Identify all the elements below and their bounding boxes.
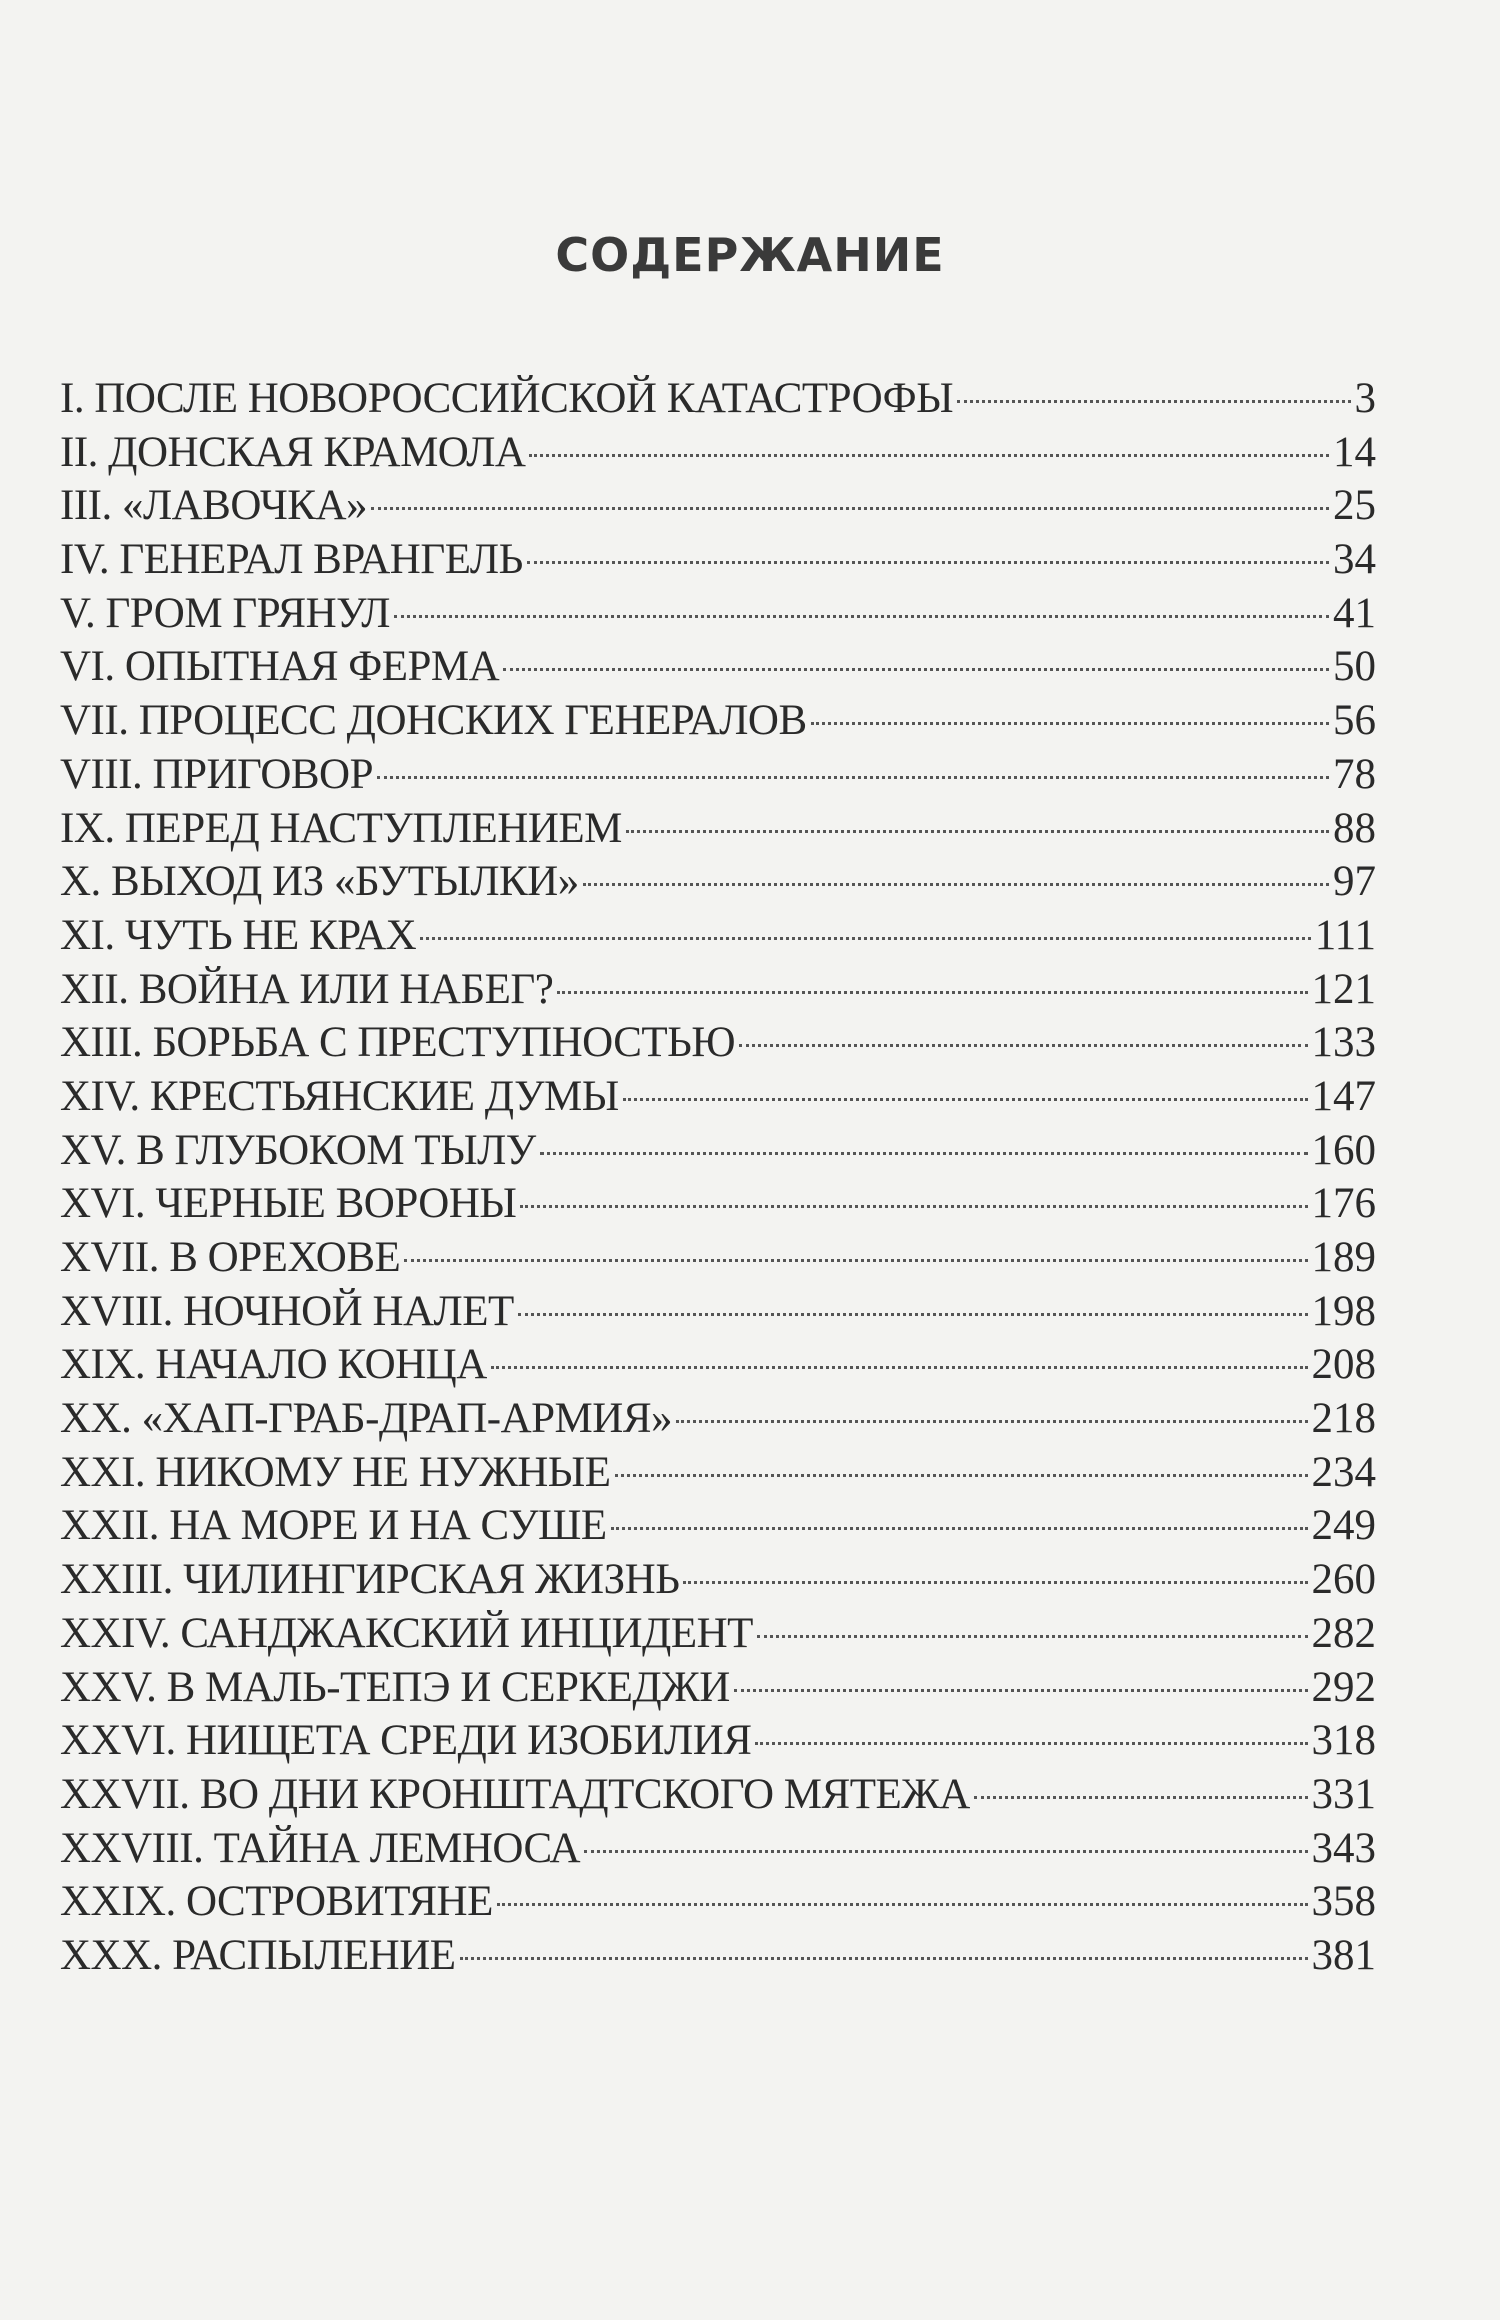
toc-entry-page-number: 249	[1311, 1502, 1376, 1550]
toc-entry-page-number: 14	[1333, 428, 1376, 476]
toc-entry	[60, 1714, 1376, 1768]
dot-leader	[811, 722, 1329, 725]
toc-entry	[60, 1124, 1376, 1178]
toc-entry-page-number: 292	[1311, 1663, 1376, 1711]
toc-entry-page-number: 381	[1311, 1931, 1376, 1979]
toc-entry-title: VII. ПРОЦЕСС ДОНСКИХ ГЕНЕРАЛОВ	[60, 697, 807, 745]
toc-entry	[60, 1016, 1376, 1070]
page-title: СОДЕРЖАНИЕ	[555, 228, 945, 282]
toc-entry-title: XVI. ЧЕРНЫЕ ВОРОНЫ	[60, 1180, 517, 1228]
toc-entry-title: XXVIII. ТАЙНА ЛЕМНОСА	[60, 1824, 581, 1872]
toc-entry-title: I. ПОСЛЕ НОВОРОССИЙСКОЙ КАТАСТРОФЫ	[60, 375, 954, 422]
toc-entry	[60, 1285, 1376, 1339]
toc-entry	[60, 802, 1376, 856]
dot-leader	[757, 1635, 1308, 1638]
toc-entry-title: XIII. БОРЬБА С ПРЕСТУПНОСТЬЮ	[60, 1019, 736, 1067]
toc-entry-title: II. ДОНСКАЯ КРАМОЛА	[60, 428, 526, 476]
toc-entry-page-number: 358	[1311, 1878, 1376, 1926]
dot-leader	[460, 1957, 1308, 1960]
dot-leader	[739, 1044, 1307, 1047]
toc-entry-page-number: 133	[1311, 1019, 1376, 1067]
toc-entry	[60, 1661, 1376, 1715]
toc-entry	[60, 748, 1376, 802]
table-of-contents	[60, 372, 1376, 1983]
toc-entry	[60, 479, 1376, 533]
toc-entry	[60, 1875, 1376, 1929]
toc-entry	[60, 1822, 1376, 1876]
toc-entry-page-number: 218	[1311, 1395, 1376, 1443]
toc-entry-title: VI. ОПЫТНАЯ ФЕРМА	[60, 643, 500, 691]
toc-entry-title: XVIII. НОЧНОЙ НАЛЕТ	[60, 1287, 514, 1335]
toc-entry	[60, 1231, 1376, 1285]
toc-entry-title: XXIX. ОСТРОВИТЯНЕ	[60, 1878, 493, 1926]
toc-entry-title: XI. ЧУТЬ НЕ КРАХ	[60, 911, 417, 959]
toc-entry-page-number: 189	[1311, 1234, 1376, 1281]
dot-leader	[676, 1420, 1307, 1423]
dot-leader	[683, 1581, 1307, 1584]
dot-leader	[404, 1259, 1307, 1262]
toc-entry-title: IV. ГЕНЕРАЛ ВРАНГЕЛЬ	[60, 536, 523, 584]
toc-entry-page-number: 56	[1333, 697, 1376, 745]
dot-leader	[623, 1098, 1308, 1101]
toc-entry	[60, 909, 1376, 963]
dot-leader	[734, 1689, 1308, 1692]
toc-entry	[60, 372, 1376, 426]
toc-entry	[60, 426, 1376, 480]
toc-entry	[60, 1446, 1376, 1500]
dot-leader	[974, 1796, 1308, 1799]
toc-entry-title: XIV. КРЕСТЬЯНСКИЕ ДУМЫ	[60, 1072, 619, 1120]
dot-leader	[497, 1903, 1308, 1906]
toc-entry-page-number: 160	[1311, 1126, 1376, 1174]
toc-entry	[60, 1607, 1376, 1661]
toc-entry-title: XXIV. САНДЖАКСКИЙ ИНЦИДЕНТ	[60, 1609, 753, 1657]
dot-leader	[755, 1742, 1307, 1745]
toc-entry-title: XXI. НИКОМУ НЕ НУЖНЫЕ	[60, 1448, 611, 1496]
toc-entry-title: III. «ЛАВОЧКА»	[60, 482, 368, 530]
toc-entry-page-number: 41	[1333, 589, 1376, 637]
toc-entry-title: XXV. В МАЛЬ-ТЕПЭ И СЕРКЕДЖИ	[60, 1663, 730, 1711]
dot-leader	[527, 561, 1329, 564]
toc-entry-page-number: 176	[1311, 1180, 1376, 1228]
toc-entry-page-number: 198	[1311, 1287, 1376, 1335]
toc-entry-title: VIII. ПРИГОВОР	[60, 750, 374, 798]
toc-entry-page-number: 318	[1311, 1717, 1376, 1765]
toc-entry-page-number: 25	[1333, 482, 1376, 530]
toc-entry-page-number: 50	[1333, 643, 1376, 691]
toc-entry-title: XVII. В ОРЕХОВЕ	[60, 1234, 401, 1281]
toc-entry-title: XXVII. ВО ДНИ КРОНШТАДТСКОГО МЯТЕЖА	[60, 1770, 970, 1818]
toc-entry	[60, 694, 1376, 748]
dot-leader	[518, 1313, 1308, 1316]
toc-entry-title: XXVI. НИЩЕТА СРЕДИ ИЗОБИЛИЯ	[60, 1717, 752, 1765]
toc-entry-title: XXX. РАСПЫЛЕНИЕ	[60, 1931, 456, 1979]
dot-leader	[557, 991, 1307, 994]
dot-leader	[503, 668, 1329, 671]
dot-leader	[520, 1205, 1307, 1208]
dot-leader	[529, 454, 1329, 457]
toc-entry-title: XX. «ХАП-ГРАБ-ДРАП-АРМИЯ»	[60, 1395, 673, 1443]
toc-entry-title: V. ГРОМ ГРЯНУЛ	[60, 589, 390, 637]
toc-entry	[60, 963, 1376, 1017]
toc-entry-title: XII. ВОЙНА ИЛИ НАБЕГ?	[60, 965, 554, 1013]
dot-leader	[394, 615, 1329, 618]
toc-entry-page-number: 78	[1333, 750, 1376, 798]
toc-entry-page-number: 282	[1311, 1609, 1376, 1657]
toc-entry-page-number: 147	[1311, 1072, 1376, 1120]
toc-entry-page-number: 121	[1311, 965, 1376, 1013]
toc-entry-page-number: 88	[1333, 804, 1376, 852]
toc-entry	[60, 533, 1376, 587]
dot-leader	[540, 1152, 1308, 1155]
toc-entry-page-number: 208	[1311, 1341, 1376, 1389]
toc-entry	[60, 587, 1376, 641]
toc-entry-page-number: 343	[1311, 1824, 1376, 1872]
toc-entry-page-number: 3	[1354, 375, 1376, 422]
dot-leader	[377, 776, 1329, 779]
toc-entry-page-number: 111	[1314, 911, 1376, 959]
toc-entry	[60, 1499, 1376, 1553]
dot-leader	[420, 937, 1310, 940]
toc-entry	[60, 640, 1376, 694]
toc-entry	[60, 1929, 1376, 1983]
dot-leader	[583, 883, 1329, 886]
toc-entry	[60, 1070, 1376, 1124]
dot-leader	[584, 1850, 1307, 1853]
toc-entry	[60, 1768, 1376, 1822]
toc-entry	[60, 1553, 1376, 1607]
toc-entry-title: XXIII. ЧИЛИНГИРСКАЯ ЖИЗНЬ	[60, 1556, 680, 1604]
dot-leader	[491, 1366, 1308, 1369]
toc-entry	[60, 1338, 1376, 1392]
toc-entry-page-number: 331	[1311, 1770, 1376, 1818]
dot-leader	[611, 1527, 1308, 1530]
dot-leader	[957, 400, 1350, 403]
dot-leader	[615, 1474, 1308, 1477]
toc-entry-title: XV. В ГЛУБОКОМ ТЫЛУ	[60, 1126, 536, 1174]
toc-entry-page-number: 34	[1333, 536, 1376, 584]
dot-leader	[626, 830, 1329, 833]
toc-entry	[60, 855, 1376, 909]
toc-entry	[60, 1177, 1376, 1231]
toc-entry-title: IX. ПЕРЕД НАСТУПЛЕНИЕМ	[60, 804, 622, 852]
dot-leader	[371, 507, 1329, 510]
toc-entry-title: XXII. НА МОРЕ И НА СУШЕ	[60, 1502, 607, 1550]
toc-entry-title: X. ВЫХОД ИЗ «БУТЫЛКИ»	[60, 858, 579, 906]
toc-entry-title: XIX. НАЧАЛО КОНЦА	[60, 1341, 487, 1389]
toc-entry-page-number: 234	[1311, 1448, 1376, 1496]
toc-entry-page-number: 97	[1333, 858, 1376, 906]
toc-entry-page-number: 260	[1311, 1556, 1376, 1604]
toc-entry	[60, 1392, 1376, 1446]
